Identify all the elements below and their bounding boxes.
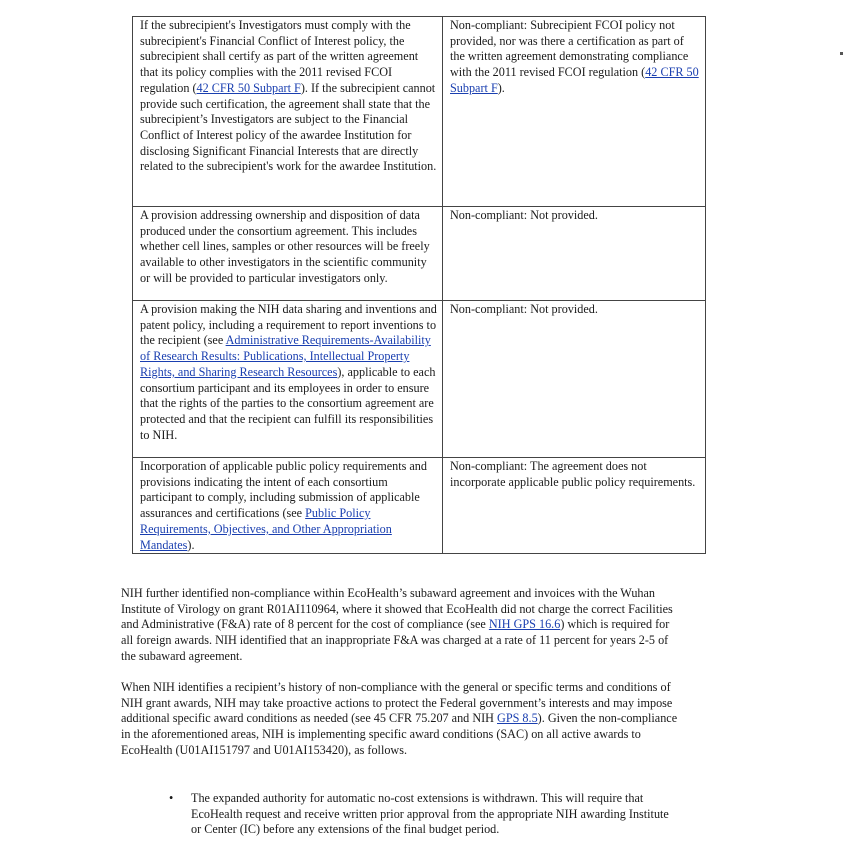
cfr-50-subpart-f-link[interactable]: 42 CFR 50 Subpart F	[196, 80, 301, 95]
sac-paragraph: When NIH identifies a recipient’s history of non-compliance with the general or specific terms and conditions of NIH grant awards, NIH may take proactive actions to protect the Federal government’s interests and may impose additional specific award conditions as needed (see 45 CFR 75.207 and NIH GPS 8.5). Given the non-compliance in the aforementioned areas, NIH is implementing specific award conditions (SAC) on all active awards to EcoHealth (U01AI151797 and U01AI153420), as follows.	[121, 680, 678, 757]
table-row	[133, 17, 706, 207]
table-row	[133, 458, 706, 554]
status-cell: Non-compliant: Not provided.	[443, 207, 706, 301]
list-item: The expanded authority for automatic no-cost extensions is withdrawn. This will require that EcoHealth request and receive written prior approval from the appropriate NIH awarding Institute or Center (IC) before any extensions of the final budget period.	[191, 791, 669, 837]
table-row	[133, 207, 706, 301]
table-row	[133, 301, 706, 458]
requirement-cell: A provision making the NIH data sharing and inventions and patent policy, including a requirement to report inventions to the recipient (see Administrative Requirements-Availability of Research Results: Publications, Intellectual Property Rights, and Sharing Research Resources), applicable to each consortium participant and its employees in order to ensure that the rights of the parties to the consortium agreement are protected and that the recipient can fulfill its responsibilities to NIH.	[133, 301, 443, 458]
requirement-cell: A provision addressing ownership and disposition of data produced under the consortium agreement. This includes whether cell lines, samples or other resources will be freely available to other investigators in the scientific community or will be provided to particular investigators only.	[133, 207, 443, 301]
status-cell: Non-compliant: The agreement does not incorporate applicable public policy requirements.	[443, 458, 706, 554]
cfr-50-subpart-f-link[interactable]: 42 CFR 50 Subpart F	[450, 65, 699, 95]
public-policy-requirements-link[interactable]: Public Policy Requirements, Objectives, and Other Appropriation Mandates	[140, 506, 392, 552]
status-cell: Non-compliant: Not provided.	[443, 301, 706, 458]
status-cell: Non-compliant: Subrecipient FCOI policy not provided, nor was there a certification as part of the written agreement demonstrating compliance with the 2011 revised FCOI regulation (42 CFR 50 Subpart F).	[443, 17, 706, 207]
gps-8-5-link[interactable]: GPS 8.5	[497, 711, 538, 726]
nih-gps-16-6-link[interactable]: NIH GPS 16.6	[488, 617, 561, 632]
fa-rate-paragraph: NIH further identified non-compliance within EcoHealth’s subaward agreement and invoices with the Wuhan Institute of Virology on grant R01AI110964, where it showed that EcoHealth did not charge the correct Facilities and Administrative (F&A) rate of 8 percent for the cost of compliance (see NIH GPS 16.6) which is required for all foreign awards. NIH identified that an inappropriate F&A was charged at a rate of 11 percent for years 2-5 of the subaward agreement.	[121, 586, 673, 663]
requirement-cell: Incorporation of applicable public policy requirements and provisions indicating the intent of each consortium participant to comply, including submission of applicable assurances and certifications (see Public Policy Requirements, Objectives, and Other Appropriation Mandates).	[133, 458, 443, 554]
compliance-table	[132, 16, 706, 554]
stray-mark	[840, 52, 843, 55]
bullet-marker: •	[169, 791, 174, 805]
research-results-link[interactable]: Administrative Requirements-Availability of Research Results: Publications, Intellectual Property Rights, and Sharing Research Resources	[140, 333, 431, 379]
requirement-cell: If the subrecipient's Investigators must comply with the subrecipient's Financial Conflict of Interest policy, the subrecipient shall certify as part of the written agreement that its policy complies with the 2011 revised FCOI regulation (42 CFR 50 Subpart F). If the subrecipient cannot provide such certification, the agreement shall state that the subrecipient’s Investigators are subject to the Financial Conflict of Interest policy of the awardee Institution for disclosing Significant Financial Interests that are directly related to the subrecipient's work for the awardee Institution.	[133, 17, 443, 207]
